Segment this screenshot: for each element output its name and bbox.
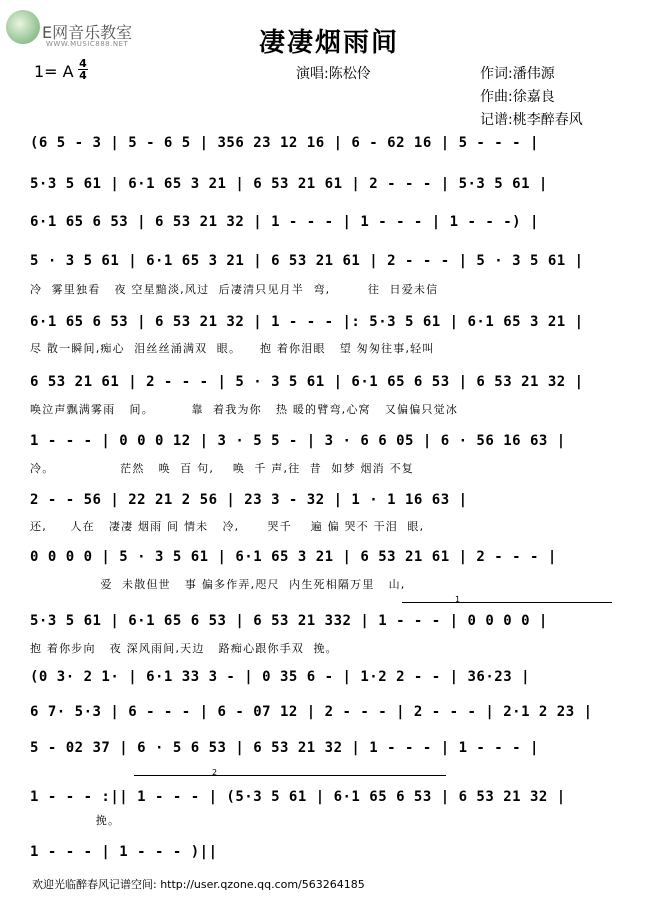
- first-ending-number: 1: [455, 595, 461, 604]
- lyrics-row-4: 冷 雾里独看 夜 空星黯淡,风过 后凄清只见月半 弯, 往 日爱未信: [30, 283, 439, 296]
- second-ending-bracket: [134, 775, 446, 776]
- score-row-7: 1 - - - | 0 0 0 12 | 3 · 5 5 - | 3 · 6 6 05 | 6 · 56 16 63 |: [30, 433, 566, 449]
- score-row-15: 1 - - - | 1 - - - )||: [30, 844, 218, 860]
- key-signature: 1= A: [34, 62, 74, 81]
- score-row-10: 5·3 5 61 | 6·1 65 6 53 | 6 53 21 332 | 1 - - - | 0 0 0 0 |: [30, 613, 548, 629]
- score-row-2: 5·3 5 61 | 6·1 65 3 21 | 6 53 21 61 | 2 - - - | 5·3 5 61 |: [30, 176, 548, 192]
- watermark-name: E网音乐教室: [42, 23, 133, 42]
- lyrics-row-7: 冷。 茫然 唤 百 句, 唤 千 声,往 昔 如梦 烟消 不复: [30, 462, 414, 475]
- footer-text: 欢迎光临醉春风记谱空间: http://user.qzone.qq.com/563264185: [32, 878, 365, 891]
- composer-credit: 作曲:徐嘉良: [480, 89, 555, 105]
- score-row-12: 6 7· 5·3 | 6 - - - | 6 - 07 12 | 2 - - - | 2 - - - | 2·1 2 23 |: [30, 704, 593, 720]
- score-row-8: 2 - - 56 | 22 21 2 56 | 23 3 - 32 | 1 · 1 16 63 |: [30, 492, 477, 508]
- lyrics-row-14: 挽。: [30, 814, 121, 827]
- lyrics-row-5: 尽 散一瞬间,痴心 泪丝丝涌满双 眼。 抱 着你泪眼 望 匆匆往事,轻叫: [30, 342, 435, 355]
- lyricist-credit: 作词:潘伟源: [480, 66, 555, 82]
- score-row-14: 1 - - - :|| 1 - - - | (5·3 5 61 | 6·1 65 6 53 | 6 53 21 32 |: [30, 789, 566, 805]
- watermark-url: WWW.MUSIC888.NET: [46, 40, 129, 48]
- score-row-11: (0 3· 2 1· | 6·1 33 3 - | 0 35 6 - | 1·2 2 - - | 36·23 |: [30, 669, 531, 685]
- singer-credit: 演唱:陈松伶: [296, 66, 371, 82]
- time-signature-bottom: 4: [79, 69, 87, 82]
- score-row-3: 6·1 65 6 53 | 6 53 21 32 | 1 - - - | 1 - - - | 1 - - -) |: [30, 214, 539, 230]
- score-row-5: 6·1 65 6 53 | 6 53 21 32 | 1 - - - |: 5·3 5 61 | 6·1 65 3 21 |: [30, 314, 584, 330]
- lyrics-row-9: 爱 未散但世 事 偏多作弄,咫尺 内生死相隔万里 山,: [30, 578, 406, 591]
- score-row-9: 0 0 0 0 | 5 · 3 5 61 | 6·1 65 3 21 | 6 53 21 61 | 2 - - - |: [30, 549, 557, 565]
- score-row-1: (6 5 - 3 | 5 - 6 5 | 356 23 12 16 | 6 - 62 16 | 5 - - - |: [30, 135, 539, 151]
- transcriber-credit: 记谱:桃李醉春风: [480, 112, 583, 128]
- lyrics-row-6: 唤泣声飘满雾雨 间。 靠 着我为你 热 暖的臂弯,心窝 又偏偏只觉冰: [30, 403, 459, 416]
- song-title: 凄凄烟雨间: [258, 28, 399, 58]
- score-row-13: 5 - 02 37 | 6 · 5 6 53 | 6 53 21 32 | 1 - - - | 1 - - - |: [30, 740, 539, 756]
- time-signature: [78, 58, 88, 81]
- lyrics-row-8: 还, 人在 凄凄 烟雨 间 情未 冷, 哭千 遍 偏 哭不 干泪 眼,: [30, 520, 425, 533]
- credits: [480, 63, 583, 132]
- second-ending-number: 2: [212, 768, 218, 777]
- score-row-4: 5 · 3 5 61 | 6·1 65 3 21 | 6 53 21 61 | 2 - - - | 5 · 3 5 61 |: [30, 253, 584, 269]
- score-row-6: 6 53 21 61 | 2 - - - | 5 · 3 5 61 | 6·1 65 6 53 | 6 53 21 32 |: [30, 374, 584, 390]
- lyrics-row-10: 抱 着你步向 夜 深风雨间,天边 路痴心跟你手双 挽。: [30, 642, 338, 655]
- first-ending-bracket: [402, 602, 612, 603]
- time-signature-top: 4: [79, 57, 87, 70]
